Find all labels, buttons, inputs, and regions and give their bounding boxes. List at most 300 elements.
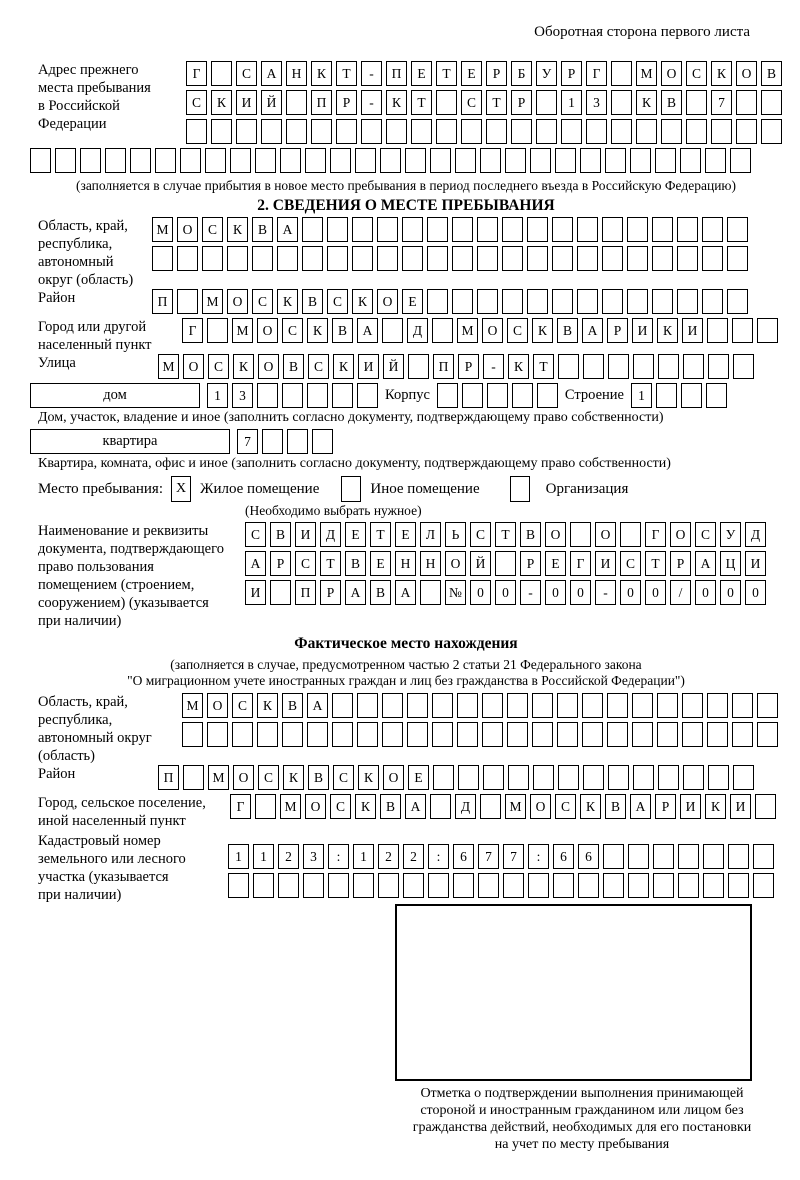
char-cell: Р — [336, 90, 357, 115]
char-cell — [458, 765, 479, 790]
char-cell: Е — [345, 522, 366, 547]
stroenie-label: Строение — [564, 387, 624, 403]
char-cell — [753, 844, 774, 869]
char-cell — [678, 844, 699, 869]
char-cell — [380, 148, 401, 173]
char-cell — [211, 119, 232, 144]
char-cell — [628, 873, 649, 898]
char-cell — [528, 873, 549, 898]
char-cell — [357, 383, 378, 408]
char-cell — [702, 217, 723, 242]
char-cell: - — [520, 580, 541, 605]
char-cell — [755, 794, 776, 819]
char-cell — [686, 119, 707, 144]
char-cell — [632, 693, 653, 718]
char-cell: Т — [370, 522, 391, 547]
char-cell — [286, 119, 307, 144]
char-cell — [627, 246, 648, 271]
char-cell — [332, 693, 353, 718]
char-cell — [202, 246, 223, 271]
char-cell: О — [482, 318, 503, 343]
korpus-label: Корпус — [385, 387, 430, 403]
char-cell: О — [257, 318, 278, 343]
char-cell: И — [595, 551, 616, 576]
char-cell: Г — [570, 551, 591, 576]
char-cell: В — [661, 90, 682, 115]
char-cell — [502, 246, 523, 271]
char-cell: Р — [607, 318, 628, 343]
char-cell — [502, 217, 523, 242]
char-cell — [553, 873, 574, 898]
char-cell: Т — [645, 551, 666, 576]
char-cell — [577, 217, 598, 242]
char-cell: Т — [411, 90, 432, 115]
char-cell: С — [507, 318, 528, 343]
char-cell — [207, 722, 228, 747]
char-cell: Г — [230, 794, 251, 819]
char-cell — [377, 246, 398, 271]
char-cell — [728, 873, 749, 898]
region-row-2 — [152, 246, 748, 271]
char-cell: 0 — [495, 580, 516, 605]
region-row-1 — [152, 217, 748, 242]
char-cell — [352, 246, 373, 271]
char-cell — [452, 246, 473, 271]
char-cell — [130, 148, 151, 173]
char-cell: Й — [470, 551, 491, 576]
char-cell — [408, 354, 429, 379]
char-cell — [477, 246, 498, 271]
char-cell: - — [483, 354, 504, 379]
char-cell — [602, 289, 623, 314]
char-cell: С — [295, 551, 316, 576]
char-cell — [207, 318, 228, 343]
char-cell: В — [282, 693, 303, 718]
char-cell — [570, 522, 591, 547]
char-cell: И — [236, 90, 257, 115]
char-cell: О — [545, 522, 566, 547]
char-cell — [461, 119, 482, 144]
char-cell — [661, 119, 682, 144]
char-cell — [630, 148, 651, 173]
char-cell: М — [505, 794, 526, 819]
char-cell — [703, 873, 724, 898]
char-cell — [382, 722, 403, 747]
document-row-1 — [245, 522, 766, 547]
char-cell: С — [620, 551, 641, 576]
char-cell — [602, 246, 623, 271]
char-cell: О — [305, 794, 326, 819]
char-cell: С — [333, 765, 354, 790]
char-cell — [602, 217, 623, 242]
char-cell — [477, 289, 498, 314]
char-cell: К — [311, 61, 332, 86]
char-cell — [583, 354, 604, 379]
char-cell: К — [636, 90, 657, 115]
char-cell — [505, 148, 526, 173]
actual-city-block — [30, 794, 782, 830]
char-cell: П — [295, 580, 316, 605]
char-cell — [603, 844, 624, 869]
char-cell — [582, 693, 603, 718]
char-cell: М — [232, 318, 253, 343]
char-cell — [552, 289, 573, 314]
char-cell — [708, 765, 729, 790]
char-cell — [702, 289, 723, 314]
char-cell: К — [705, 794, 726, 819]
char-cell — [436, 90, 457, 115]
char-cell — [377, 217, 398, 242]
char-cell: С — [202, 217, 223, 242]
char-cell: Р — [511, 90, 532, 115]
district-block — [30, 289, 782, 314]
char-cell: И — [295, 522, 316, 547]
char-cell — [257, 383, 278, 408]
char-cell: Д — [407, 318, 428, 343]
char-cell — [361, 119, 382, 144]
char-cell: Г — [186, 61, 207, 86]
char-cell: О — [258, 354, 279, 379]
prev-address-row-4 — [30, 148, 782, 173]
char-cell — [433, 765, 454, 790]
char-cell — [761, 119, 782, 144]
char-cell — [432, 318, 453, 343]
char-cell: С — [330, 794, 351, 819]
char-cell — [180, 148, 201, 173]
char-cell — [452, 217, 473, 242]
char-cell — [286, 90, 307, 115]
char-cell: А — [277, 217, 298, 242]
char-cell — [55, 148, 76, 173]
option-residential-label: Жилое помещение — [200, 480, 320, 497]
char-cell — [530, 148, 551, 173]
char-cell — [353, 873, 374, 898]
city-label: Город или другой населенный пункт — [38, 319, 152, 353]
checkbox-other-premises — [341, 476, 361, 502]
char-cell — [507, 693, 528, 718]
char-cell: : — [428, 844, 449, 869]
char-cell — [152, 246, 173, 271]
prev-address-rows — [186, 61, 782, 144]
char-cell — [327, 246, 348, 271]
char-cell — [262, 429, 283, 454]
char-cell — [753, 873, 774, 898]
char-cell — [707, 722, 728, 747]
char-cell: Н — [395, 551, 416, 576]
street-label: Улица — [38, 355, 76, 371]
char-cell: К — [211, 90, 232, 115]
char-cell: О — [233, 765, 254, 790]
char-cell — [702, 246, 723, 271]
char-cell: А — [405, 794, 426, 819]
char-cell — [578, 873, 599, 898]
char-cell: С — [232, 693, 253, 718]
char-cell — [607, 722, 628, 747]
char-cell — [328, 873, 349, 898]
char-cell — [177, 246, 198, 271]
char-cell: Т — [486, 90, 507, 115]
char-cell: Р — [655, 794, 676, 819]
char-cell — [487, 383, 508, 408]
char-cell: В — [520, 522, 541, 547]
char-cell: О — [530, 794, 551, 819]
char-cell: Р — [670, 551, 691, 576]
char-cell — [757, 318, 778, 343]
char-cell: М — [202, 289, 223, 314]
checkbox-organization — [510, 476, 530, 502]
char-cell — [355, 148, 376, 173]
char-cell — [706, 383, 727, 408]
char-cell — [382, 693, 403, 718]
char-cell: Р — [486, 61, 507, 86]
char-cell — [655, 148, 676, 173]
document-row-2 — [245, 551, 766, 576]
char-cell: - — [361, 90, 382, 115]
char-cell — [732, 693, 753, 718]
char-cell: Г — [586, 61, 607, 86]
char-cell — [761, 90, 782, 115]
char-cell: 0 — [745, 580, 766, 605]
char-cell: 7 — [237, 429, 258, 454]
char-cell: В — [270, 522, 291, 547]
char-cell — [255, 794, 276, 819]
char-cell: К — [352, 289, 373, 314]
char-cell: У — [720, 522, 741, 547]
char-cell: С — [252, 289, 273, 314]
char-cell: У — [536, 61, 557, 86]
char-cell — [537, 383, 558, 408]
char-cell: 1 — [207, 383, 228, 408]
house-note: Дом, участок, владение и иное (заполнить согласно документу, подтверждающему право собственности) — [38, 410, 664, 425]
char-cell: А — [695, 551, 716, 576]
char-cell: И — [745, 551, 766, 576]
document-block — [30, 522, 782, 630]
char-cell — [257, 722, 278, 747]
char-cell: О — [595, 522, 616, 547]
char-cell: 7 — [711, 90, 732, 115]
char-cell — [282, 383, 303, 408]
page-title: Оборотная сторона первого листа — [534, 24, 750, 40]
char-cell: 6 — [553, 844, 574, 869]
char-cell: П — [152, 289, 173, 314]
char-cell — [682, 722, 703, 747]
char-cell: С — [245, 522, 266, 547]
char-cell: А — [307, 693, 328, 718]
char-cell — [452, 289, 473, 314]
char-cell — [561, 119, 582, 144]
char-cell — [302, 217, 323, 242]
char-cell — [105, 148, 126, 173]
char-cell — [583, 765, 604, 790]
char-cell: С — [258, 765, 279, 790]
char-cell — [155, 148, 176, 173]
char-cell — [728, 844, 749, 869]
char-cell: № — [445, 580, 466, 605]
char-cell: А — [357, 318, 378, 343]
char-cell: Е — [402, 289, 423, 314]
char-cell — [336, 119, 357, 144]
char-cell — [552, 246, 573, 271]
char-cell — [420, 580, 441, 605]
char-cell: Е — [545, 551, 566, 576]
house-box-label: дом — [30, 383, 200, 408]
cadastral-block — [30, 832, 782, 904]
char-cell — [683, 354, 704, 379]
actual-district-row — [158, 765, 754, 790]
char-cell — [733, 765, 754, 790]
prev-address-label: Адрес прежнего места пребывания в Российской Федерации — [38, 62, 151, 132]
char-cell — [677, 217, 698, 242]
char-cell — [327, 217, 348, 242]
char-cell: С — [282, 318, 303, 343]
char-cell — [430, 794, 451, 819]
char-cell — [636, 119, 657, 144]
char-cell — [382, 318, 403, 343]
char-cell: Н — [420, 551, 441, 576]
char-cell — [428, 873, 449, 898]
char-cell: 1 — [631, 383, 652, 408]
char-cell: К — [532, 318, 553, 343]
char-cell — [532, 693, 553, 718]
char-cell: И — [680, 794, 701, 819]
char-cell: К — [283, 765, 304, 790]
actual-region-row-1 — [182, 693, 778, 718]
char-cell — [657, 693, 678, 718]
char-cell — [277, 246, 298, 271]
char-cell: 6 — [453, 844, 474, 869]
char-cell — [407, 693, 428, 718]
char-cell: Р — [458, 354, 479, 379]
char-cell — [736, 90, 757, 115]
char-cell — [652, 246, 673, 271]
char-cell: С — [695, 522, 716, 547]
apartment-row — [30, 429, 782, 454]
char-cell — [558, 354, 579, 379]
char-cell — [656, 383, 677, 408]
char-cell: 0 — [470, 580, 491, 605]
char-cell: 1 — [228, 844, 249, 869]
char-cell: И — [682, 318, 703, 343]
char-cell: В — [283, 354, 304, 379]
char-cell — [611, 61, 632, 86]
char-cell: И — [730, 794, 751, 819]
char-cell — [511, 119, 532, 144]
char-cell: К — [307, 318, 328, 343]
apartment-note: Квартира, комната, офис и иное (заполнить согласно документу, подтверждающему право собственности) — [38, 456, 671, 471]
char-cell: 7 — [478, 844, 499, 869]
char-cell: В — [605, 794, 626, 819]
char-cell — [555, 148, 576, 173]
char-cell — [705, 148, 726, 173]
char-cell — [232, 722, 253, 747]
apartment-cells — [237, 429, 333, 454]
char-cell: С — [327, 289, 348, 314]
prev-address-row-1 — [186, 61, 782, 86]
actual-district-label: Район — [38, 766, 76, 782]
char-cell — [552, 217, 573, 242]
char-cell — [427, 246, 448, 271]
char-cell: 1 — [561, 90, 582, 115]
char-cell: 0 — [645, 580, 666, 605]
char-cell — [732, 722, 753, 747]
char-cell — [386, 119, 407, 144]
char-cell — [483, 765, 504, 790]
cadastral-row-2 — [228, 873, 774, 898]
actual-region-block — [30, 693, 782, 765]
char-cell — [186, 119, 207, 144]
char-cell: Д — [455, 794, 476, 819]
char-cell: В — [345, 551, 366, 576]
prev-address-note: (заполняется в случае прибытия в новое место пребывания в период последнего въезда в Российскую Федерацию) — [75, 178, 737, 193]
char-cell — [633, 354, 654, 379]
char-cell: 6 — [578, 844, 599, 869]
char-cell: К — [711, 61, 732, 86]
char-cell: А — [582, 318, 603, 343]
char-cell — [603, 873, 624, 898]
char-cell — [183, 765, 204, 790]
char-cell: С — [470, 522, 491, 547]
char-cell — [80, 148, 101, 173]
char-cell: 7 — [503, 844, 524, 869]
char-cell — [608, 765, 629, 790]
char-cell — [611, 119, 632, 144]
char-cell — [532, 722, 553, 747]
region-rows — [152, 217, 748, 271]
char-cell: Б — [511, 61, 532, 86]
char-cell: К — [355, 794, 376, 819]
char-cell: П — [386, 61, 407, 86]
char-cell: В — [252, 217, 273, 242]
actual-district-block — [30, 765, 782, 790]
city-block — [30, 318, 782, 354]
char-cell: О — [383, 765, 404, 790]
stay-type-note: (Необходимо выбрать нужное) — [245, 503, 422, 518]
char-cell: О — [183, 354, 204, 379]
char-cell — [632, 722, 653, 747]
char-cell — [332, 722, 353, 747]
char-cell: Р — [270, 551, 291, 576]
char-cell — [486, 119, 507, 144]
char-cell: 2 — [403, 844, 424, 869]
char-cell: О — [736, 61, 757, 86]
char-cell — [677, 289, 698, 314]
char-cell — [730, 148, 751, 173]
char-cell: Е — [370, 551, 391, 576]
char-cell: П — [433, 354, 454, 379]
char-cell: А — [345, 580, 366, 605]
char-cell: : — [328, 844, 349, 869]
char-cell — [261, 119, 282, 144]
apartment-box-label: квартира — [30, 429, 230, 454]
char-cell — [678, 873, 699, 898]
char-cell: О — [377, 289, 398, 314]
char-cell: Т — [336, 61, 357, 86]
char-cell — [653, 844, 674, 869]
char-cell: Й — [261, 90, 282, 115]
region-block — [30, 217, 782, 289]
prev-address-block — [30, 61, 782, 144]
char-cell: А — [245, 551, 266, 576]
cadastral-label: Кадастровый номер земельного или лесного участка (указывается при наличии) — [38, 833, 186, 903]
char-cell — [405, 148, 426, 173]
char-cell — [330, 148, 351, 173]
char-cell — [533, 765, 554, 790]
char-cell: Е — [408, 765, 429, 790]
char-cell: К — [333, 354, 354, 379]
char-cell — [402, 217, 423, 242]
char-cell — [230, 148, 251, 173]
char-cell — [480, 148, 501, 173]
